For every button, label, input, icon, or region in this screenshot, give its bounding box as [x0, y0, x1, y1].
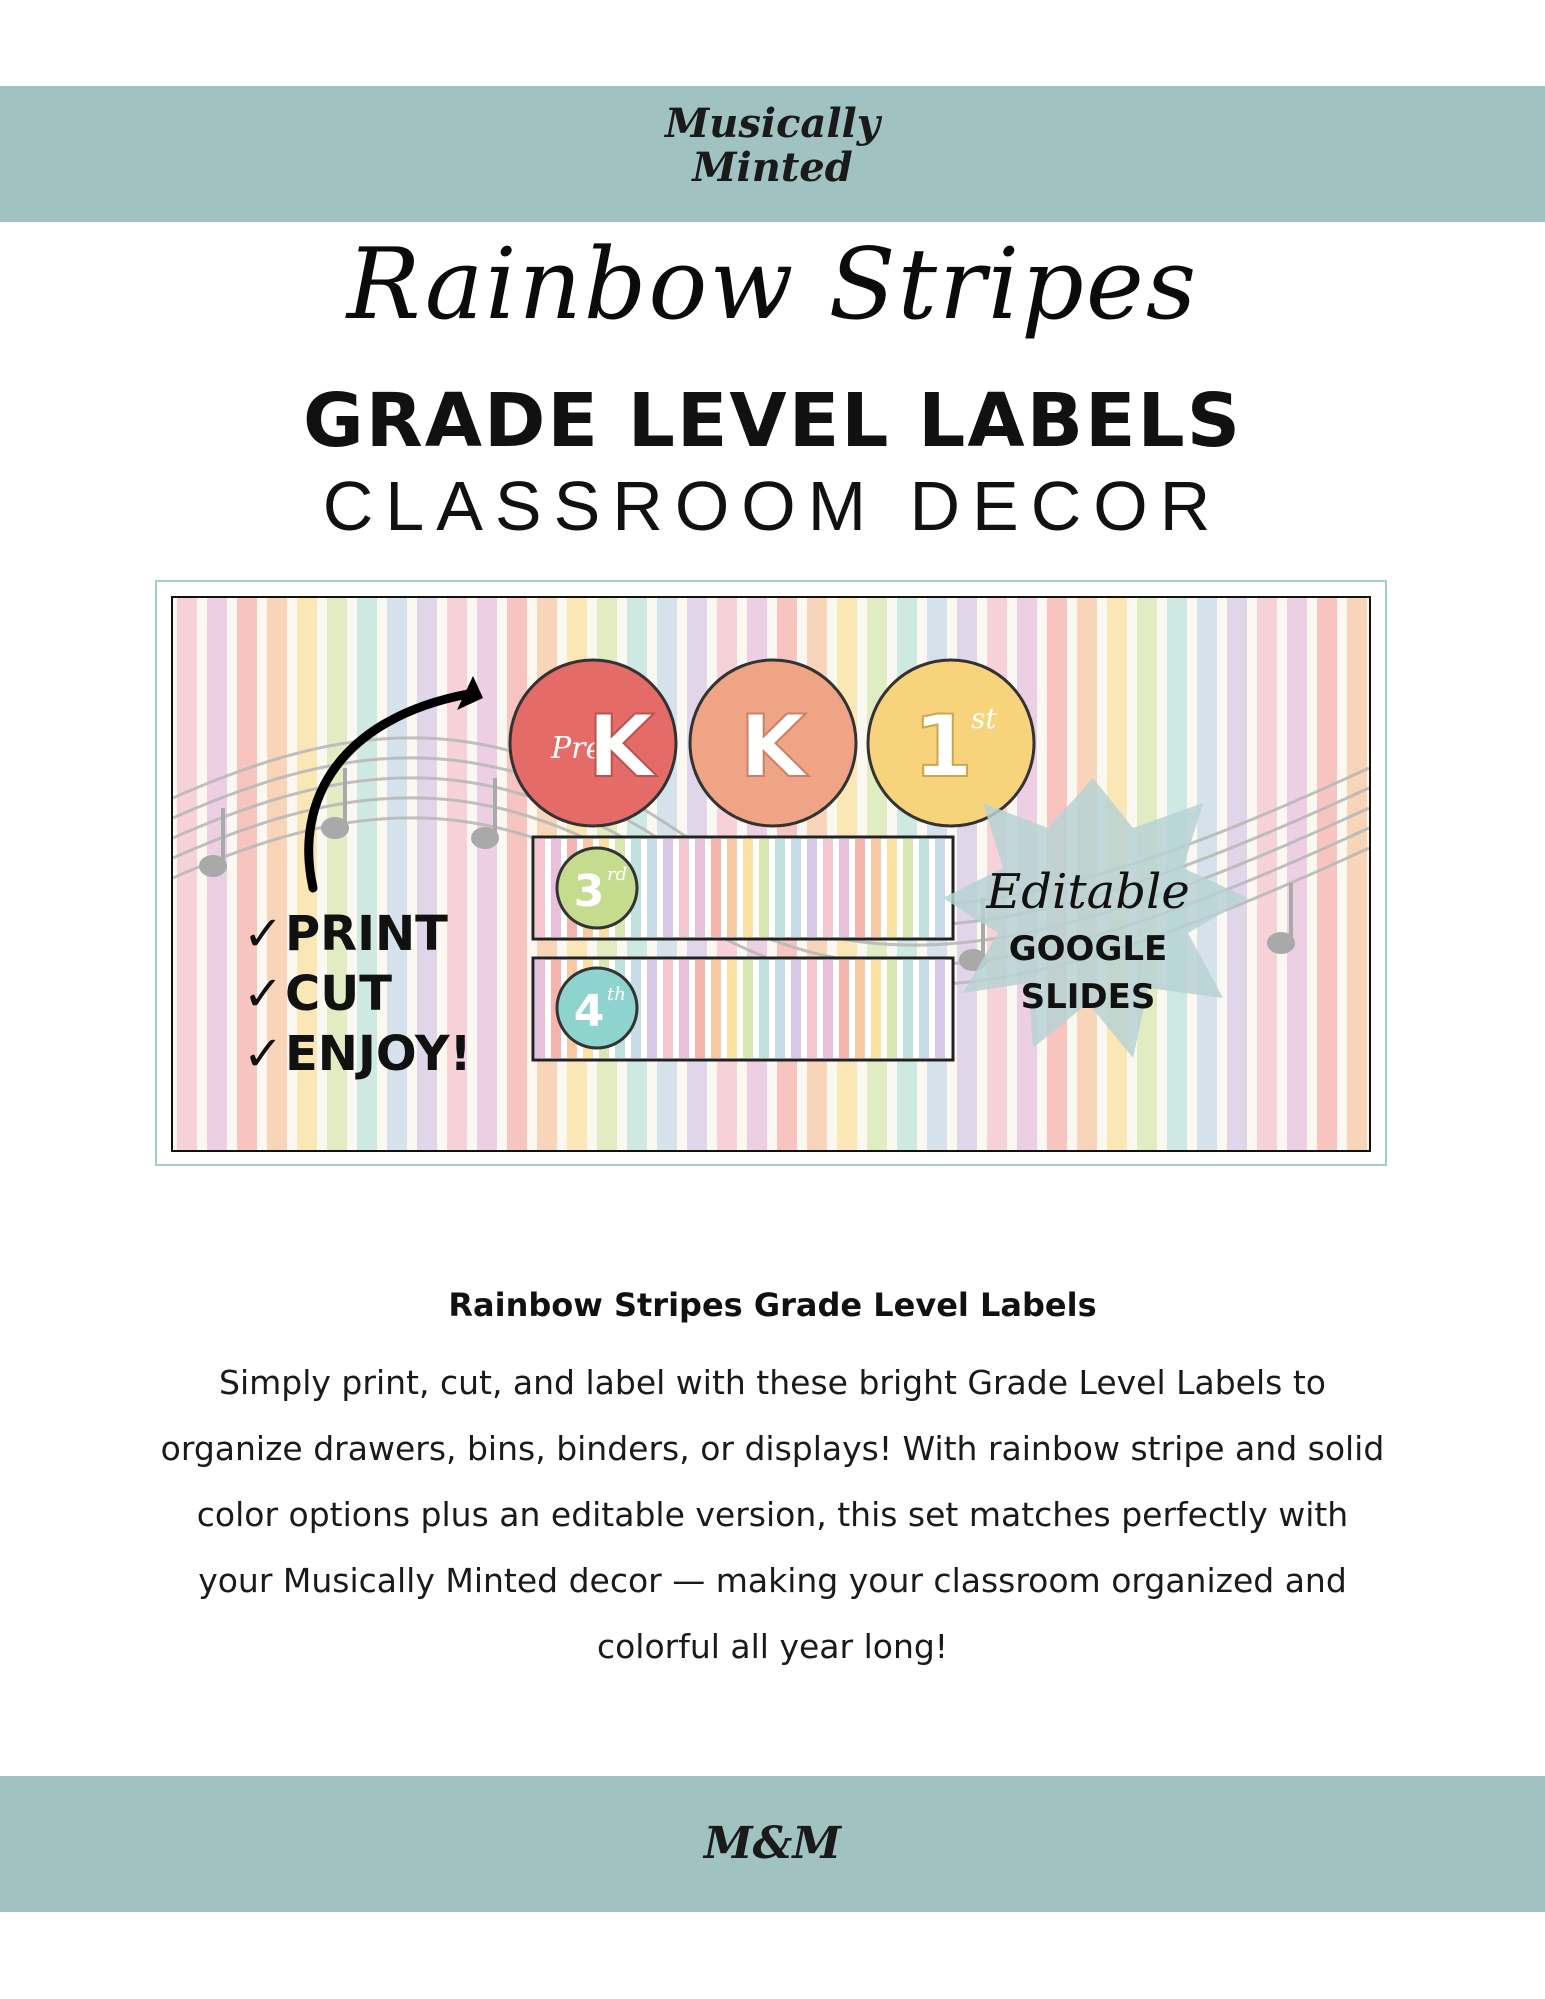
- footer-logo: M&M: [703, 1818, 842, 1869]
- stripe: [1227, 598, 1247, 1150]
- grade-circle-prek: [510, 660, 676, 826]
- preview-image: [171, 596, 1371, 1152]
- strip-stripe: [535, 839, 545, 937]
- logo-line1: Musically: [665, 100, 880, 147]
- strip-stripe: [887, 839, 897, 937]
- circle-prefix: Pre: [551, 731, 604, 766]
- strip-stripe: [711, 960, 721, 1058]
- checklist-item: ENJOY!: [285, 1026, 472, 1082]
- stripe: [1347, 598, 1367, 1150]
- logo-line2: Minted: [692, 144, 853, 191]
- strip-stripe: [823, 839, 833, 937]
- checklist-item: CUT: [285, 966, 392, 1022]
- check-icon: ✓: [243, 1026, 284, 1082]
- strip-stripe: [823, 960, 833, 1058]
- grade-circle-k: [690, 660, 856, 826]
- strip-stripe: [855, 960, 865, 1058]
- check-icon: ✓: [243, 966, 284, 1022]
- description-body: Simply print, cut, and label with these bright Grade Level Labels to organize drawers, bins, binders, or displays! With rainbow stripe and solid color options plus an editable version, this set matches perfectly with your Musically Minted decor — making your classroom organized and colorful all year long!: [160, 1363, 1385, 1666]
- badge-line2: SLIDES: [1020, 977, 1156, 1017]
- circle-main: 1: [913, 697, 973, 797]
- strip-stripe: [919, 960, 929, 1058]
- strip-stripe: [759, 839, 769, 937]
- strip-stripe: [743, 960, 753, 1058]
- strip-stripe: [791, 960, 801, 1058]
- strip-stripe: [679, 960, 689, 1058]
- strip-stripe: [903, 839, 913, 937]
- strip-stripe: [727, 839, 737, 937]
- strip-stripe: [695, 960, 705, 1058]
- strip-main: 3: [573, 866, 605, 917]
- strip-suffix: th: [607, 984, 626, 1005]
- strip-stripe: [647, 960, 657, 1058]
- title-thin: CLASSROOM DECOR: [322, 467, 1223, 545]
- strip-stripe: [839, 839, 849, 937]
- strip-stripe: [647, 839, 657, 937]
- strip-stripe: [679, 839, 689, 937]
- strip-stripe: [759, 960, 769, 1058]
- strip-stripe: [919, 839, 929, 937]
- header-band: [0, 86, 1545, 222]
- strip-stripe: [791, 839, 801, 937]
- footer-band: [0, 1776, 1545, 1912]
- badge-script: Editable: [986, 864, 1190, 920]
- strip-suffix: rd: [607, 864, 628, 885]
- preview-frame: [155, 580, 1387, 1166]
- strip-stripe: [727, 960, 737, 1058]
- strip-stripe: [935, 960, 945, 1058]
- strip-stripe: [887, 960, 897, 1058]
- circle-suffix: st: [971, 702, 997, 735]
- check-icon: ✓: [243, 906, 284, 962]
- strip-stripe: [871, 839, 881, 937]
- strip-stripe: [935, 839, 945, 937]
- description-title: Rainbow Stripes Grade Level Labels: [448, 1286, 1097, 1324]
- strip-stripe: [839, 960, 849, 1058]
- stripe: [1317, 598, 1337, 1150]
- brand-logo: [0, 102, 1545, 190]
- strip-stripe: [775, 960, 785, 1058]
- label-strip-4th: [533, 958, 953, 1060]
- strip-stripe: [743, 839, 753, 937]
- strip-main: 4: [573, 986, 605, 1037]
- strip-stripe: [871, 960, 881, 1058]
- title-bold: GRADE LEVEL LABELS: [303, 378, 1242, 464]
- label-strip-3rd: [533, 837, 953, 939]
- stripe: [1287, 598, 1307, 1150]
- circle-main: K: [739, 697, 807, 797]
- strip-stripe: [807, 839, 817, 937]
- strip-stripe: [903, 960, 913, 1058]
- stripe: [507, 598, 527, 1150]
- strip-stripe: [775, 839, 785, 937]
- strip-stripe: [663, 960, 673, 1058]
- checklist-item: PRINT: [285, 906, 448, 962]
- stripe: [477, 598, 497, 1150]
- grade-circle-1st: [868, 660, 1034, 826]
- title-script: Rainbow Stripes: [346, 228, 1199, 342]
- badge-line1: GOOGLE: [1008, 929, 1168, 969]
- strip-stripe: [535, 960, 545, 1058]
- strip-stripe: [807, 960, 817, 1058]
- strip-stripe: [711, 839, 721, 937]
- strip-stripe: [663, 839, 673, 937]
- strip-stripe: [855, 839, 865, 937]
- circle-main: K: [587, 697, 655, 797]
- strip-stripe: [695, 839, 705, 937]
